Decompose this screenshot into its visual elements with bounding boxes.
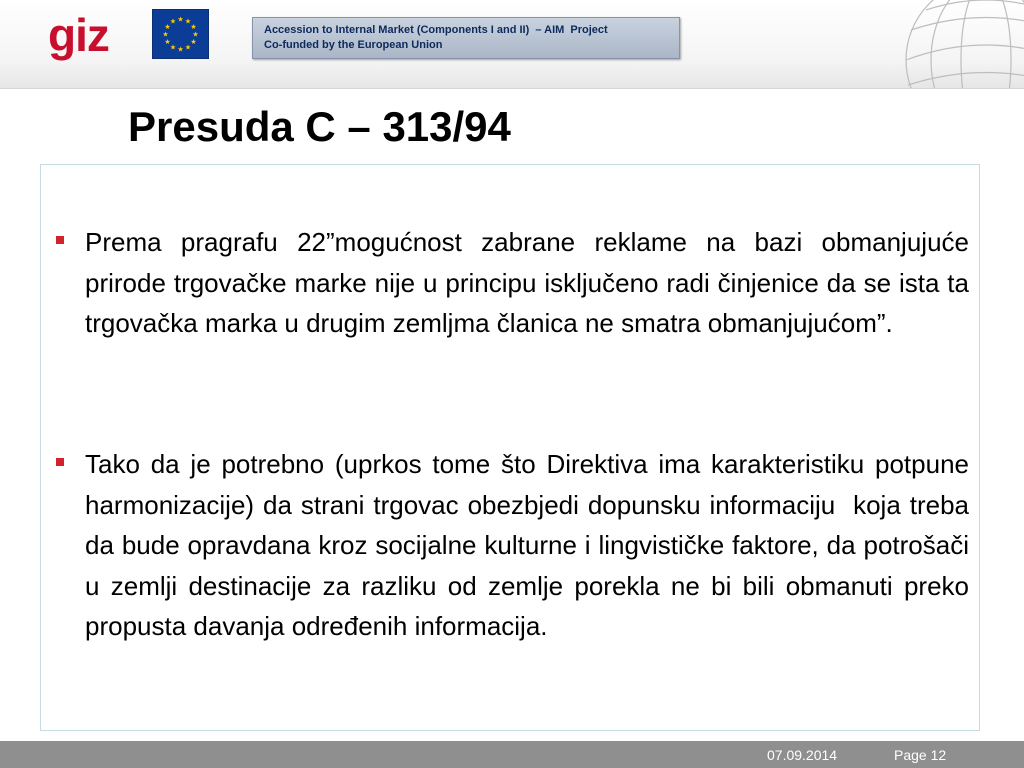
project-cofunded: Co-funded by the European Union [264, 39, 443, 51]
bullet-item [85, 444, 977, 647]
eu-star-icon: ★ [169, 18, 177, 26]
eu-star-icon: ★ [184, 44, 192, 52]
eu-star-icon: ★ [177, 16, 184, 24]
project-banner [252, 17, 680, 59]
eu-flag-icon [152, 9, 209, 59]
eu-star-icon: ★ [190, 24, 197, 31]
eu-star-icon: ★ [192, 31, 199, 39]
eu-star-icon: ★ [169, 44, 177, 52]
square-bullet-icon [56, 236, 64, 244]
slide-header [0, 0, 1024, 89]
bullet-text: Prema pragrafu 22”mogućnost zabrane reklame na bazi obmanjujuće prirode trgovačke marke nije u principu isključeno radi činjenice da se ista ta trgovačka marka u drugim zemljma članica ne smatra obmanjujućom”. [85, 227, 977, 338]
slide-footer [0, 741, 1024, 768]
globe-icon [886, 0, 1024, 88]
square-bullet-icon [56, 458, 64, 466]
eu-star-icon: ★ [177, 46, 184, 54]
eu-star-icon: ★ [164, 24, 171, 31]
project-title: Accession to Internal Market (Components I and II) – AIM Project [264, 24, 608, 36]
slide-title: Presuda C – 313/94 [128, 103, 511, 150]
content-box [40, 164, 980, 731]
page-number: Page 12 [894, 747, 947, 763]
footer-date: 07.09.2014 [767, 747, 838, 763]
eu-star-icon: ★ [190, 39, 197, 46]
eu-star-icon: ★ [162, 31, 169, 39]
eu-star-icon: ★ [164, 39, 171, 46]
bullet-item [85, 222, 977, 344]
eu-star-icon: ★ [184, 18, 192, 26]
bullet-text: Tako da je potrebno (uprkos tome što Direktiva ima karakteristiku potpune harmonizacije) da strani trgovac obezbjedi dopunsku informaciju koja treba da bude opravdana kroz socijalne kulturne i lingvističke faktore, da potrošači u zemlji destinacije za razliku od zemlje porekla ne bi bili obmanuti preko propusta davanja određenih informacija. [85, 449, 977, 641]
giz-logo: giz [48, 9, 109, 61]
